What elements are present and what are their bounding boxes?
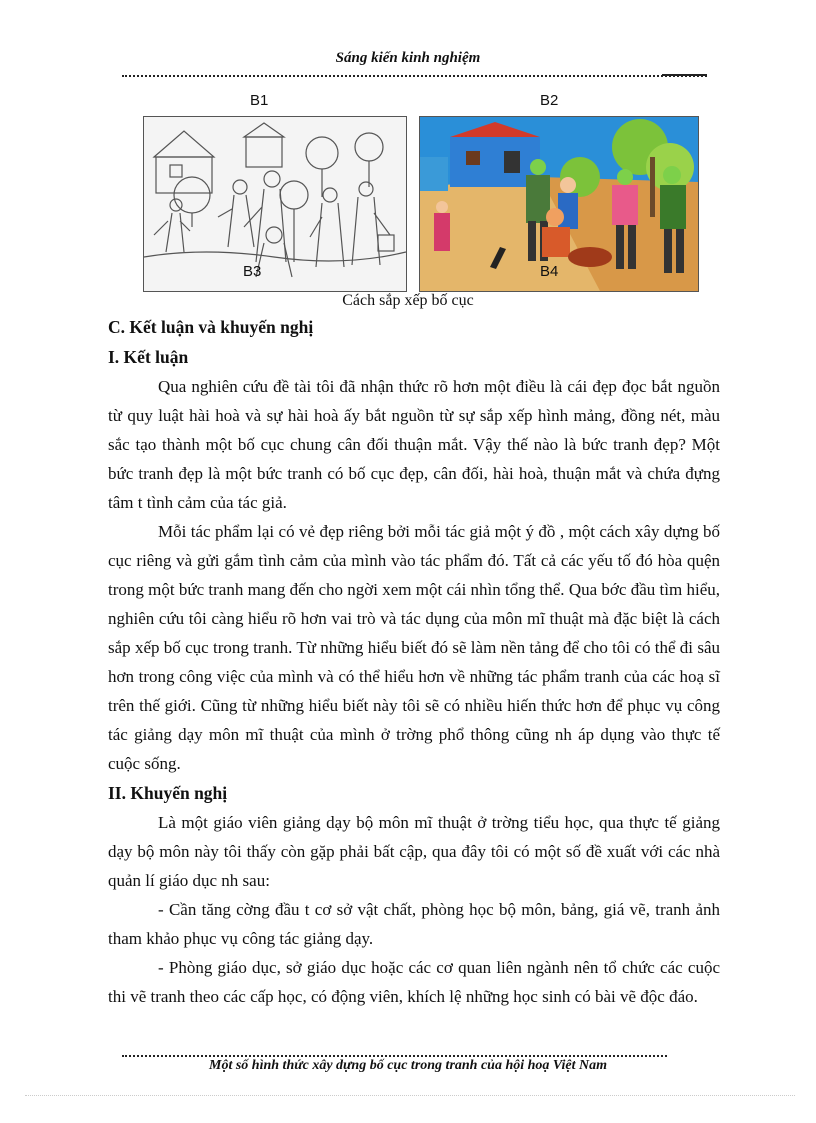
page-footer-title: Một số hình thức xây dựng bố cục trong tranh của hội hoạ Việt Nam — [209, 1058, 607, 1073]
color-painting-illustration — [419, 116, 699, 292]
paragraph-3: Là một giáo viên giảng dạy bộ môn mĩ thuật ở trờng tiểu học, qua thực tế giảng dạy bộ môn này tôi thấy còn gặp phải bất cập, qua đây tôi có một số đề xuất với các nhà quản lí giáo dục nh sau: — [108, 813, 720, 890]
sketch-illustration — [143, 116, 407, 292]
section-i-heading: I. Kết luận — [108, 347, 189, 367]
paragraph-4: - Cần tăng cờng đầu t cơ sở vật chất, phòng học bộ môn, bảng, giá vẽ, tranh ảnh tham khảo phục vụ công tác giảng dạy. — [108, 900, 720, 948]
paragraph-1: Qua nghiên cứu đề tài tôi đã nhận thức rõ hơn một điều là cái đẹp đọc bắt nguồn từ quy luật hài hoà và sự hài hoà ấy bắt nguồn từ sự sắp xếp hình mảng, đồng nét, màu sắc tạo thành một bố cục chung cân đối thuận mắt. Vậy thế nào là bức tranh đẹp? Một bức tranh đẹp là một bức tranh có bố cục đẹp, cân đối, hài hoà, thuận mắt và chứa đựng tâm t tình cảm của tác giả. — [108, 377, 720, 512]
sketch-drawing — [144, 117, 406, 291]
color-painting — [420, 117, 698, 291]
bottom-border — [25, 1095, 795, 1096]
paragraph-5: - Phòng giáo dục, sở giáo dục hoặc các cơ quan liên ngành nên tổ chức các cuộc thi vẽ tranh theo các cấp học, có động viên, khích lệ những học sinh có bài vẽ độc đáo. — [108, 958, 720, 1006]
footer-dotted-rule — [122, 1055, 667, 1057]
label-b2: B2 — [540, 92, 559, 109]
label-b3: B3 — [243, 263, 262, 280]
label-b4: B4 — [540, 263, 559, 280]
paragraph-2: Mỗi tác phẩm lại có vẻ đẹp riêng bởi mỗi tác giả một ý đồ , một cách xây dựng bố cục riêng và gửi gắm tình cảm của mình vào tác phẩm đó. Tất cả các yếu tố đó hòa quện trong một bức tranh mang đến cho ngời xem một cái nhìn tổng thể. Qua bớc đầu tìm hiểu, nghiên cứu tôi càng hiểu rõ hơn vai trò và tác dụng của môn mĩ thuật mà đặc biệt là cách sắp xếp bố cục trong tranh. Từ những hiểu biết đó sẽ làm nền tảng để cho tôi có thể đi sâu hơn trong công việc của mình và có thể hiểu hơn về những tác phẩm tranh của các hoạ sĩ trên thế giới. Cũng từ những hiểu biết này tôi sẽ có nhiều hiến thức hơn để phục vụ công tác giảng dạy môn mĩ thuật của mình ở trờng phổ thông cũng nh áp dụng vào thực tế cuộc sống. — [108, 522, 720, 773]
header-solid-rule — [662, 74, 707, 76]
header-dotted-rule — [122, 75, 707, 77]
page-body — [108, 312, 720, 1011]
section-c-heading: C. Kết luận và khuyến nghị — [108, 317, 314, 337]
section-ii-heading: II. Khuyến nghị — [108, 783, 228, 803]
figure-caption: Cách sắp xếp bố cục — [342, 292, 474, 309]
label-b1: B1 — [250, 92, 269, 109]
page-header-title: Sáng kiến kinh nghiệm — [335, 50, 481, 66]
